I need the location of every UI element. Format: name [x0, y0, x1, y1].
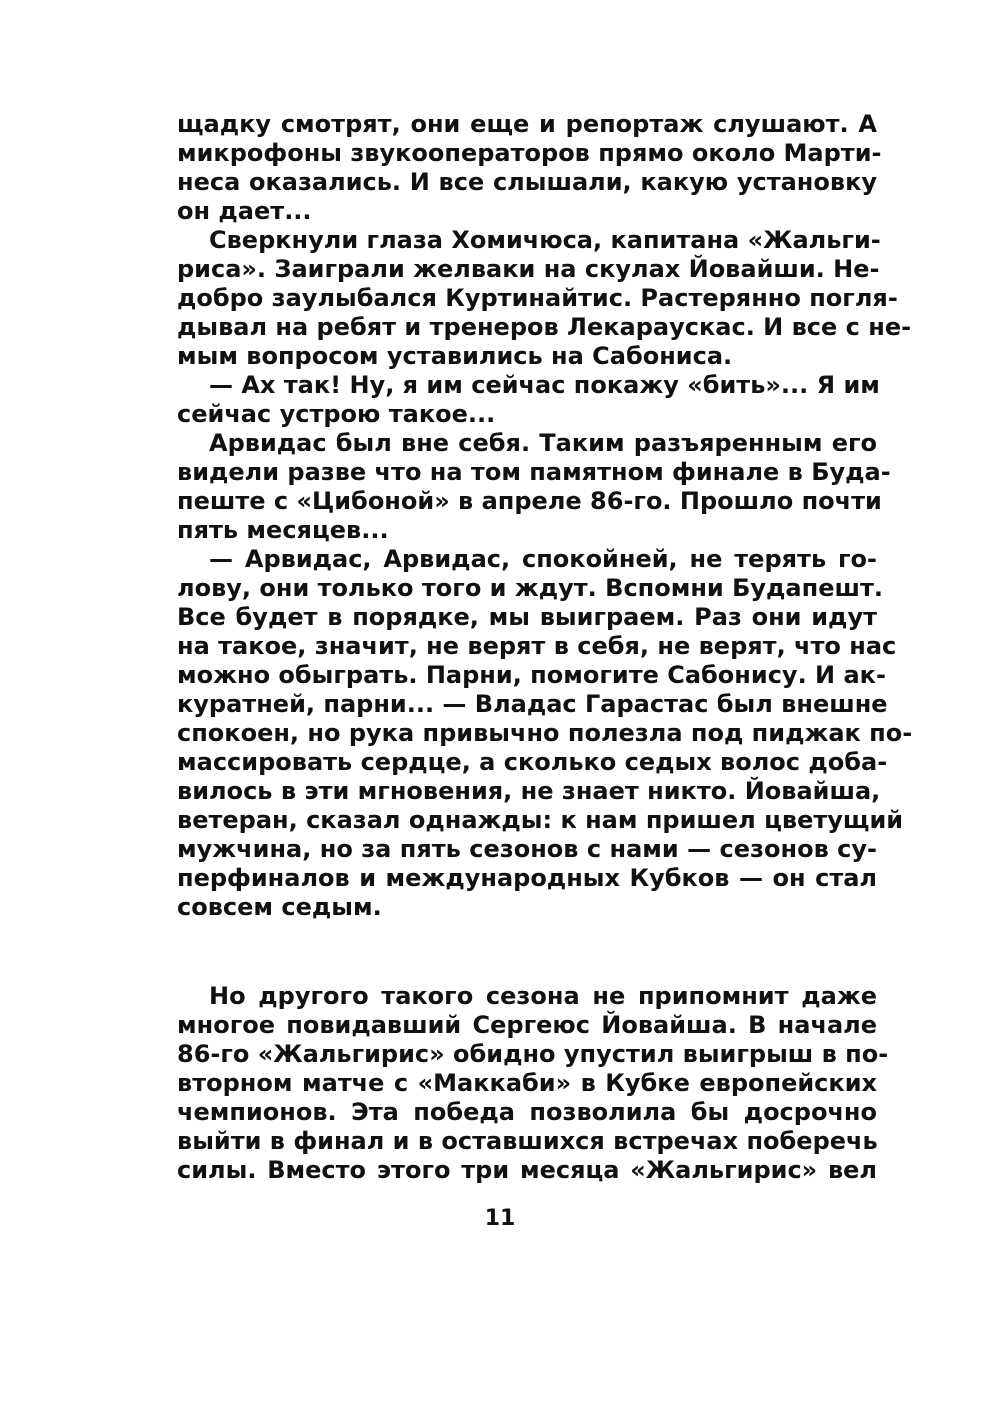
text-line: пять месяцев... — [177, 516, 389, 544]
text-line: 86-го «Жальгирис» обидно упустил выигрыш в по- — [177, 1040, 889, 1068]
text-line: добро заулыбался Куртинайтис. Растерянно погля- — [177, 284, 898, 312]
text-line: дывал на ребят и тренеров Лекараускас. И все с не- — [177, 313, 912, 341]
text-line: перфиналов и международных Кубков — он стал — [177, 864, 877, 892]
text-line: он дает... — [177, 197, 312, 225]
text-line: риса». Заиграли желваки на скулах Йовайши. Не- — [177, 255, 880, 283]
text-line: щадку смотрят, они еще и репортаж слушают. А — [177, 110, 877, 138]
text-line: чемпионов. Эта победа позволила бы досрочно — [177, 1098, 877, 1126]
text-line: лову, они только того и ждут. Вспомни Будапешт. — [177, 574, 883, 602]
text-line: ветеран, сказал однажды: к нам пришел цветущий — [177, 806, 904, 834]
text-line: массировать сердце, а сколько седых волос доба- — [177, 748, 888, 776]
text-line: — Арвидас, Арвидас, спокойней, не терять го- — [209, 545, 877, 573]
text-line: микрофоны звукооператоров прямо около Марти- — [177, 139, 882, 167]
text-line: выйти в финал и в оставшихся встречах поберечь — [177, 1127, 878, 1155]
text-line: пеште с «Цибоной» в апреле 86-го. Прошло почти — [177, 487, 882, 515]
text-line: мужчина, но за пять сезонов с нами — сезонов су- — [177, 835, 877, 863]
text-line: Все будет в порядке, мы выиграем. Раз они идут — [177, 603, 877, 631]
text-line: Арвидас был вне себя. Таким разъяренным его — [209, 429, 877, 457]
text-line: совсем седым. — [177, 893, 382, 921]
text-line: видели разве что на том памятном финале в Буда- — [177, 458, 891, 486]
text-line: многое повидавший Сергеюс Йовайша. В начале — [177, 1011, 877, 1039]
text-section-2 — [177, 982, 889, 1185]
text-line: Но другого такого сезона не припомнит даже — [209, 982, 877, 1010]
text-line: куратней, парни... — Владас Гарастас был внешне — [177, 690, 888, 718]
text-line: можно обыграть. Парни, помогите Сабонису. И ак- — [177, 661, 886, 689]
text-line: спокоен, но рука привычно полезла под пиджак по- — [177, 719, 913, 747]
text-line: вилось в эти мгновения, не знает никто. Йовайша, — [177, 777, 881, 805]
text-line: сейчас устрою такое... — [177, 400, 496, 428]
text-line: на такое, значит, не верят в себя, не верят, что нас — [177, 632, 897, 660]
text-line: неса оказались. И все слышали, какую установку — [177, 168, 877, 196]
text-line: — Ах так! Ну, я им сейчас покажу «бить»... Я им — [209, 371, 880, 399]
text-line: мым вопросом уставились на Сабониса. — [177, 342, 733, 370]
text-section-1 — [177, 110, 913, 922]
page-number: 11 — [484, 1206, 516, 1231]
text-line: Сверкнули глаза Хомичюса, капитана «Жальги- — [209, 226, 881, 254]
text-line: силы. Вместо этого три месяца «Жальгирис» вел — [177, 1156, 877, 1184]
text-line: вторном матче с «Маккаби» в Кубке европейских — [177, 1069, 877, 1097]
